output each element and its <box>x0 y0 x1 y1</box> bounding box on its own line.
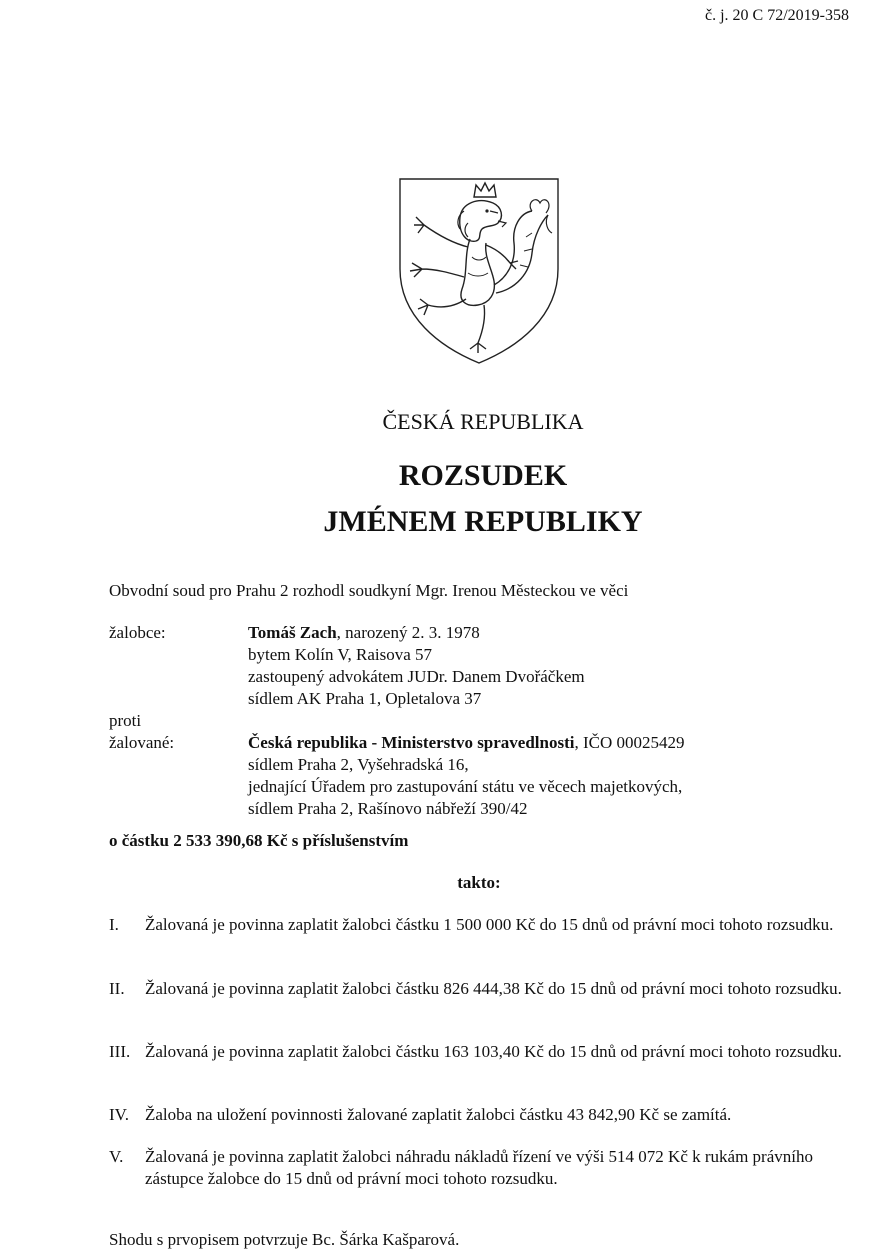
defendant-label: žalované: <box>109 733 175 752</box>
intro-paragraph: Obvodní soud pro Prahu 2 rozhodl soudkyní Mgr. Irenou Městeckou ve věci <box>109 581 629 600</box>
plaintiff-birth: , narozený 2. 3. 1978 <box>336 623 480 642</box>
plaintiff-address: bytem Kolín V, Raisova 57 <box>248 645 433 664</box>
verdict-number: I. <box>109 915 119 934</box>
defendant-id: , IČO 00025429 <box>574 733 685 752</box>
plaintiff-label: žalobce: <box>109 623 166 642</box>
plaintiff-name: Tomáš Zach <box>248 623 337 642</box>
document-title: ROZSUDEK <box>398 459 568 492</box>
claim-amount: o částku 2 533 390,68 Kč s příslušenstvím <box>109 831 409 850</box>
document-subtitle: JMÉNEM REPUBLIKY <box>323 505 643 538</box>
takto-heading: takto: <box>457 873 501 892</box>
verdict-text: Žaloba na uložení povinnosti žalované zaplatit žalobci částku 43 842,90 Kč se zamítá. <box>145 1105 732 1124</box>
czech-coat-of-arms-icon <box>398 177 560 365</box>
verdict-number: V. <box>109 1147 124 1166</box>
verdict-number: III. <box>109 1042 131 1061</box>
defendant-line-1 <box>248 732 685 754</box>
plaintiff-line-1 <box>248 622 480 644</box>
verdict-number: IV. <box>109 1105 129 1124</box>
case-reference: č. j. 20 C 72/2019-358 <box>705 7 849 24</box>
verdict-text: Žalovaná je povinna zaplatit žalobci částku 1 500 000 Kč do 15 dnů od právní moci tohoto rozsudku. <box>145 915 834 934</box>
defendant-address: sídlem Praha 2, Vyšehradská 16, <box>248 755 469 774</box>
plaintiff-attorney: zastoupený advokátem JUDr. Danem Dvořáčkem <box>248 667 585 686</box>
versus-label: proti <box>109 711 142 730</box>
country-heading: ČESKÁ REPUBLIKA <box>382 409 584 434</box>
verdict-text: Žalovaná je povinna zaplatit žalobci náhradu nákladů řízení ve výši 514 072 Kč k rukám právního zástupce žalobce do 15 dnů od právní moci tohoto rozsudku. <box>145 1147 813 1188</box>
verdict-number: II. <box>109 979 125 998</box>
verdict-text: Žalovaná je povinna zaplatit žalobci částku 826 444,38 Kč do 15 dnů od právní moci tohoto rozsudku. <box>145 979 842 998</box>
verdict-text: Žalovaná je povinna zaplatit žalobci částku 163 103,40 Kč do 15 dnů od právní moci tohoto rozsudku. <box>145 1042 842 1061</box>
plaintiff-attorney-address: sídlem AK Praha 1, Opletalova 37 <box>248 689 482 708</box>
defendant-name: Česká republika - Ministerstvo spravedlnosti <box>248 733 575 752</box>
defendant-representative-address: sídlem Praha 2, Rašínovo nábřeží 390/42 <box>248 799 528 818</box>
certification-footer: Shodu s prvopisem potvrzuje Bc. Šárka Kašparová. <box>109 1230 460 1249</box>
defendant-representative: jednající Úřadem pro zastupování státu ve věcech majetkových, <box>248 777 683 796</box>
